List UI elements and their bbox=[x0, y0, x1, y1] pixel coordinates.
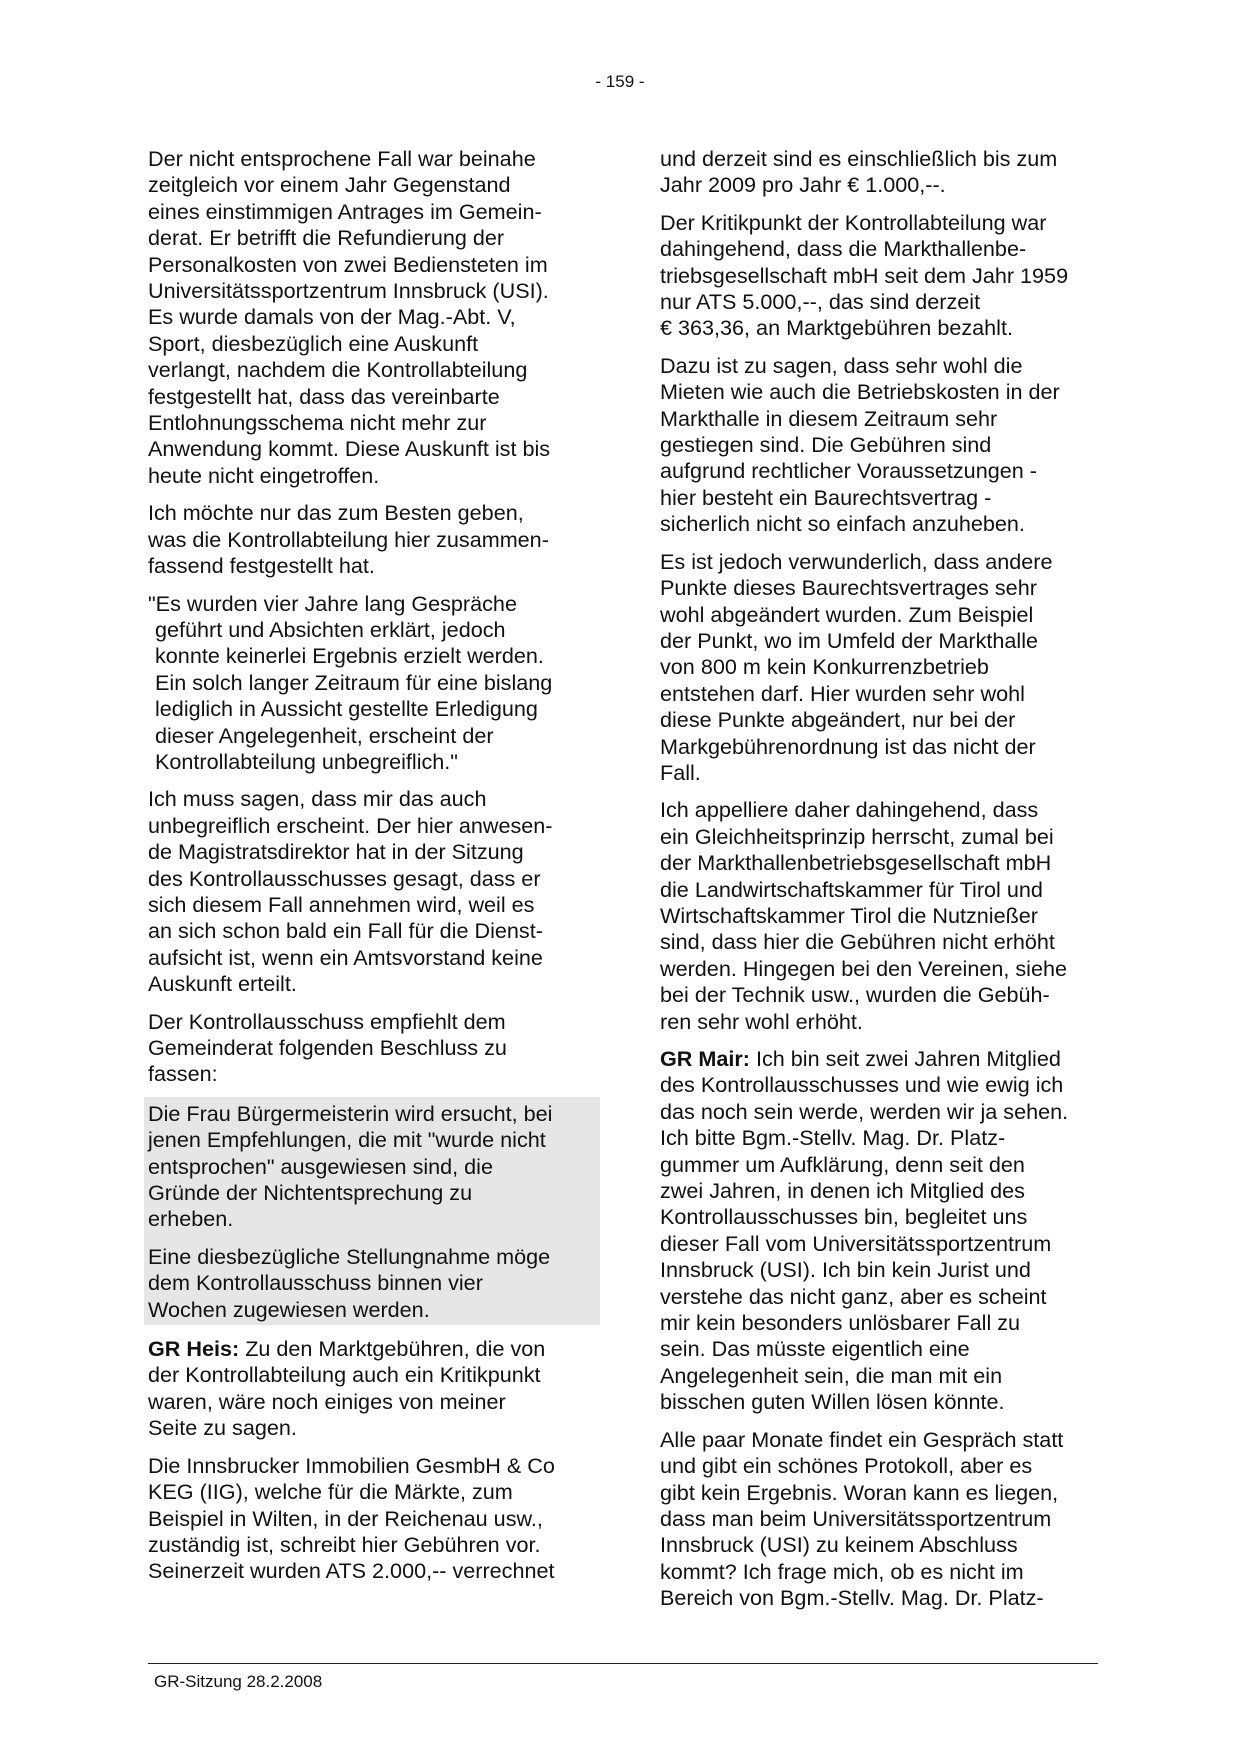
paragraph: und derzeit sind es einschließlich bis zum Jahr 2009 pro Jahr € 1.000,--. bbox=[660, 146, 1058, 198]
resolution-text: Eine diesbezügliche Stellungnahme möge dem Kontrollausschuss binnen vier Wochen zugewiesen werden. bbox=[148, 1243, 551, 1322]
left-column bbox=[148, 146, 596, 1596]
speaker-name: GR Heis: bbox=[148, 1336, 240, 1362]
paragraph: Der Kontrollausschuss empfiehlt dem Gemeinderat folgenden Beschluss zu fassen: bbox=[148, 1008, 507, 1087]
speech-text: Zu den Marktgebühren, die von der Kontrollabteilung auch ein Kritikpunkt waren, wäre noch einiges von meiner Seite zu sagen. bbox=[148, 1336, 546, 1441]
page-number: - 159 - bbox=[595, 72, 645, 91]
paragraph: Der Kritikpunkt der Kontrollabteilung war dahingehend, dass die Markthallenbe- triebsgesellschaft mbH seit dem Jahr 1959 nur ATS 5.000,--, das sind derzeit € 363,36, an Marktgebühren bezahlt. bbox=[660, 209, 1069, 341]
paragraph: Alle paar Monate findet ein Gespräch statt und gibt ein schönes Protokoll, aber es gibt kein Ergebnis. Woran kann es liegen, dass man beim Universitätssportzentrum Innsbruck (USI) zu keinem Abschluss kommt? Ich frage mich, ob es nicht im Bereich von Bgm.-Stellv. Mag. Dr. Platz- bbox=[660, 1426, 1064, 1611]
quote-paragraph bbox=[148, 591, 596, 776]
paragraph: Ich appelliere daher dahingehend, dass ein Gleichheitsprinzip herrscht, zumal bei der Markthallenbetriebsgesellschaft mbH die Landwirtschaftskammer für Tirol und Wirtschaftskammer Tirol die Nutznießer sind, dass hier die Gebühren nicht erhöht werden. Hingegen bei den Vereinen, siehe bei der Technik usw., wurden die Gebüh- ren sehr wohl erhöht. bbox=[660, 797, 1067, 1034]
speaker-name: GR Mair: bbox=[660, 1046, 750, 1071]
paragraph: Der nicht entsprochene Fall war beinahe zeitgleich vor einem Jahr Gegenstand eines einstimmigen Antrages im Gemein- derat. Er betrifft die Refundierung der Personalkosten von zwei Bediensteten im Universitätssportzentrum Innsbruck (USI). Es wurde damals von der Mag.-Abt. V, Sport, diesbezüglich eine Auskunft verlangt, nachdem die Kontrollabteilung festgestellt hat, dass das vereinbarte Entlohnungsschema nicht mehr zur Anwendung kommt. Diese Auskunft ist bis heute nicht eingetroffen. bbox=[148, 146, 551, 488]
resolution-box bbox=[144, 1097, 600, 1325]
paragraph: Dazu ist zu sagen, dass sehr wohl die Mieten wie auch die Betriebskosten in der Markthalle in diesem Zeitraum sehr gestiegen sind. Die Gebühren sind aufgrund rechtlicher Voraussetzungen - hier besteht ein Baurechtsvertrag - sicherlich nicht so einfach anzuheben. bbox=[660, 352, 1060, 537]
footer-text: GR-Sitzung 28.2.2008 bbox=[154, 1672, 323, 1691]
paragraph: Ich muss sagen, dass mir das auch unbegreiflich erscheint. Der hier anwesen- de Magistratsdirektor hat in der Sitzung des Kontrollausschusses gesagt, dass er sich diesem Fall annehmen wird, weil es an sich schon bald ein Fall für die Dienst- aufsicht ist, wenn ein Amtsvorstand keine Auskunft erteilt. bbox=[148, 786, 553, 997]
speech-text: Ich bin seit zwei Jahren Mitglied des Kontrollausschusses und wie ewig ich das noch sein werde, werden wir ja sehen. Ich bitte Bgm.-Stellv. Mag. Dr. Platz- gummer um Aufklärung, denn seit den zwei Jahren, in denen ich Mitglied des Kontrollausschusses bin, begleitet uns dieser Fall vom Universitätssportzentrum Innsbruck (USI). Ich bin kein Jurist und verstehe das nicht ganz, aber es scheint mir kein besonders unlösbarer Fall zu sein. Das müsste eigentlich eine Angelegenheit sein, die man mit ein bisschen guten Willen lösen könnte. bbox=[660, 1046, 1069, 1415]
quote-continuation: geführt und Absichten erklärt, jedoch konnte keinerlei Ergebnis erzielt werden. Ein solch langer Zeitraum für eine bislang lediglich in Aussicht gestellte Erledigung dieser Angelegenheit, erscheint der Kontrollabteilung unbegreiflich." bbox=[155, 616, 553, 774]
speech-paragraph bbox=[660, 1046, 1108, 1416]
speech-paragraph bbox=[148, 1336, 596, 1442]
quote-first-line: "Es wurden vier Jahre lang Gespräche bbox=[148, 590, 517, 616]
paragraph: Ich möchte nur das zum Besten geben, was die Kontrollabteilung hier zusammen- fassend festgestellt hat. bbox=[148, 500, 549, 579]
footer-divider bbox=[148, 1663, 1098, 1664]
paragraph: Die Innsbrucker Immobilien GesmbH & Co KEG (IIG), welche für die Märkte, zum Beispiel in Wilten, in der Reichenau usw., zuständig ist, schreibt hier Gebühren vor. Seinerzeit wurden ATS 2.000,-- verrechnet bbox=[148, 1452, 555, 1584]
resolution-text: Die Frau Bürgermeisterin wird ersucht, bei jenen Empfehlungen, die mit "wurde nicht entsprochen" ausgewiesen sind, die Gründe der Nichtentsprechung zu erheben. bbox=[148, 1100, 553, 1232]
right-column bbox=[660, 146, 1108, 1623]
paragraph: Es ist jedoch verwunderlich, dass andere Punkte dieses Baurechtsvertrages sehr wohl abgeändert wurden. Zum Beispiel der Punkt, wo im Umfeld der Markthalle von 800 m kein Konkurrenzbetrieb entstehen darf. Hier wurden sehr wohl diese Punkte abgeändert, nur bei der Markgebührenordnung ist das nicht der Fall. bbox=[660, 548, 1053, 785]
